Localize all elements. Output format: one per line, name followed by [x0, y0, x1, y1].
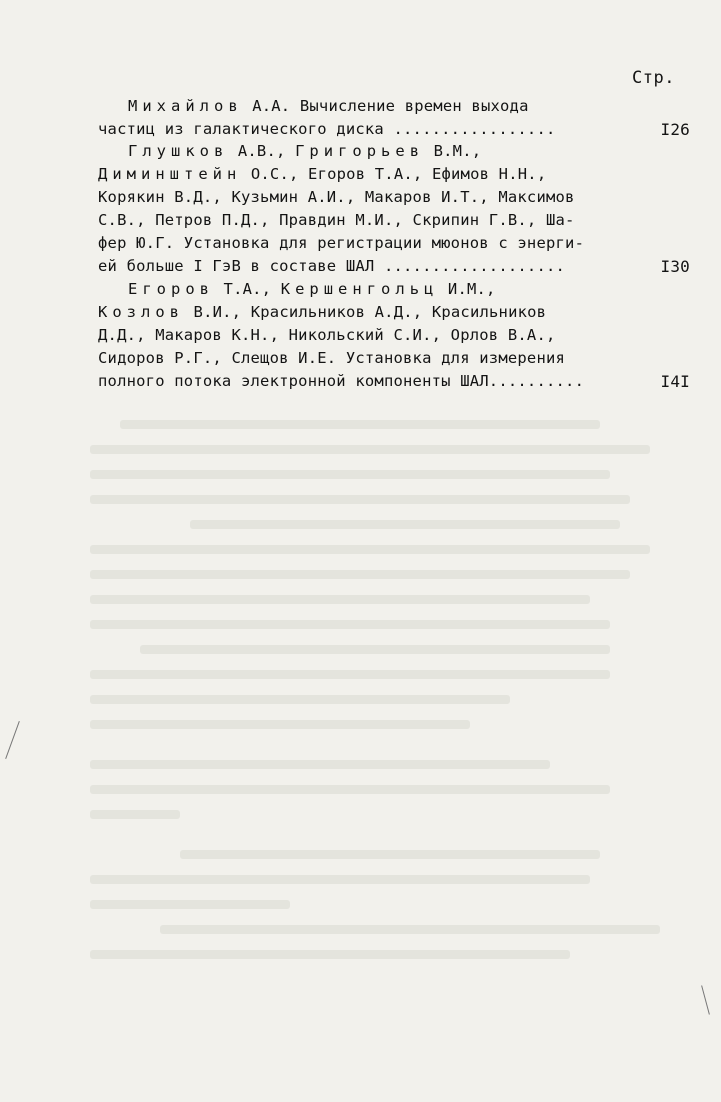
line-text: фер Ю.Г. Установка для регистрации мюонов с энерги-	[98, 234, 585, 252]
author-spaced: Кершенгольц	[280, 280, 439, 298]
entry-line	[98, 209, 690, 232]
line-text: В.М.,	[424, 142, 482, 160]
entry-line	[98, 186, 690, 209]
line-text: С.В., Петров П.Д., Правдин М.И., Скрипин Г.В., Ша-	[98, 211, 575, 229]
bleed-through	[140, 645, 610, 654]
bleed-through	[120, 420, 600, 429]
bleed-through	[90, 545, 650, 554]
entry-line	[98, 95, 690, 118]
bleed-through	[160, 925, 660, 934]
entry-line	[98, 301, 690, 324]
toc-entry	[98, 95, 690, 141]
line-text: Т.А.,	[214, 280, 281, 298]
bleed-through	[190, 520, 620, 529]
toc-entry	[98, 140, 690, 278]
entry-line	[98, 118, 690, 141]
entry-line	[98, 140, 690, 163]
line-text: О.С., Егоров Т.А., Ефимов Н.Н.,	[241, 165, 547, 183]
entry-line	[98, 163, 690, 186]
line-text: Корякин В.Д., Кузьмин А.И., Макаров И.Т., Максимов	[98, 188, 575, 206]
bleed-through	[90, 810, 180, 819]
line-text: И.М.,	[438, 280, 496, 298]
page-number: I26	[660, 120, 690, 139]
bleed-through	[90, 760, 550, 769]
line-text: В.И., Красильников А.Д., Красильников	[184, 303, 547, 321]
author-spaced: Глушков	[128, 142, 229, 160]
bleed-through	[90, 900, 290, 909]
line-text: Сидоров Р.Г., Слещов И.Е. Установка для измерения	[98, 349, 566, 367]
bleed-through	[90, 785, 610, 794]
toc-entry	[98, 278, 690, 393]
bleed-through	[180, 850, 600, 859]
page-column-label: Стр.	[632, 68, 675, 88]
page-number: I4I	[660, 372, 690, 391]
entry-line	[98, 347, 690, 370]
line-text: ей больше I ГэВ в составе ШАЛ ...................	[98, 257, 566, 275]
bleed-through	[90, 950, 570, 959]
line-text: А.А. Вычисление времен выхода	[242, 97, 529, 115]
bleed-through	[90, 670, 610, 679]
entry-line	[98, 370, 690, 393]
line-text: А.В.,	[228, 142, 296, 160]
entry-line	[98, 232, 690, 255]
bleed-through	[90, 595, 590, 604]
page-number: I30	[660, 257, 690, 276]
author-spaced: Егоров	[128, 280, 214, 298]
line-text: Д.Д., Макаров К.Н., Никольский С.И., Орлов В.А.,	[98, 326, 556, 344]
bleed-through	[90, 875, 590, 884]
line-text: частиц из галактического диска .................	[98, 120, 556, 138]
bleed-through	[90, 570, 630, 579]
bleed-through	[90, 445, 650, 454]
author-spaced: Григорьев	[295, 142, 425, 160]
line-text: полного потока электронной компоненты ШАЛ..........	[98, 372, 585, 390]
author-spaced: Михайлов	[128, 97, 243, 115]
author-spaced: Козлов	[98, 303, 184, 321]
paper-scratch	[701, 985, 710, 1014]
bleed-through	[90, 695, 510, 704]
bleed-through	[90, 470, 610, 479]
bleed-through	[90, 720, 470, 729]
entry-line	[98, 255, 690, 278]
bleed-through	[90, 620, 610, 629]
author-spaced: Диминштейн	[98, 165, 242, 183]
entry-line	[98, 324, 690, 347]
entry-line	[98, 278, 690, 301]
paper-scratch	[5, 721, 20, 759]
bleed-through	[90, 495, 630, 504]
